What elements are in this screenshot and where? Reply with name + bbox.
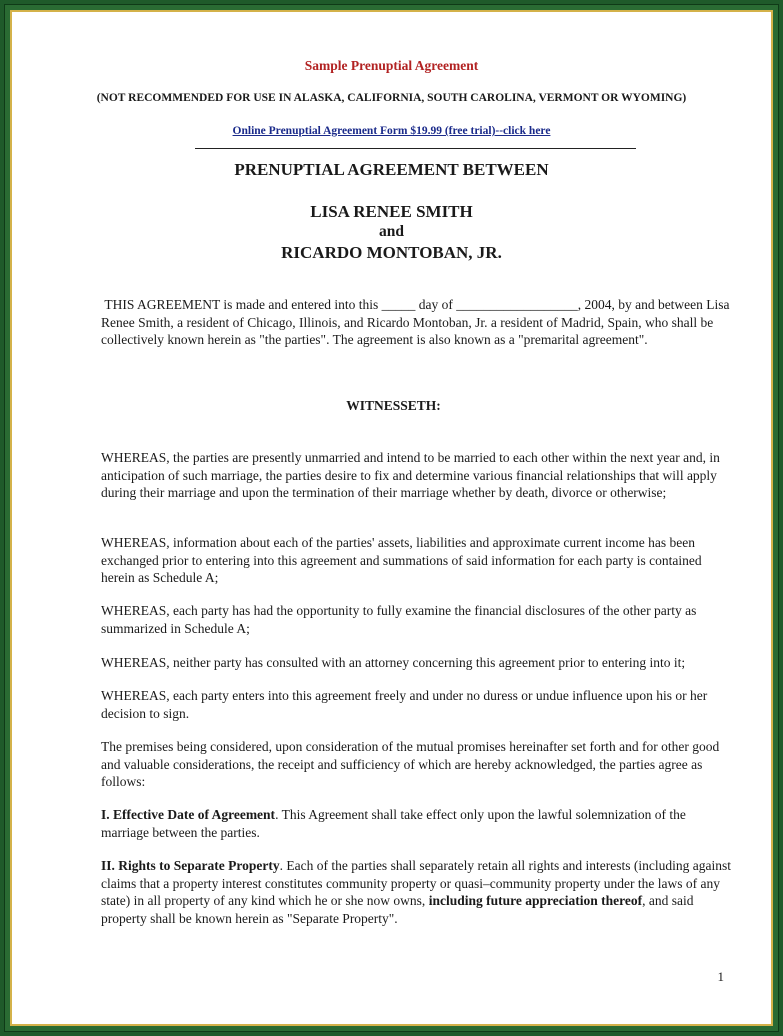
section-1-paragraph <box>101 806 731 841</box>
section-1-text: . This Agreement shall take effect only upon the lawful solemnization of the marriage between the parties. <box>101 807 686 840</box>
party-two-name: RICARDO MONTOBAN, JR. <box>281 243 502 262</box>
party-one-name: LISA RENEE SMITH <box>310 202 473 221</box>
section-2-paragraph <box>101 857 731 927</box>
section-2-bold-text: including future appreciation thereof <box>428 893 643 908</box>
whereas-paragraph-5: WHEREAS, each party enters into this agreement freely and under no duress or undue influence upon his or her decision to sign. <box>101 688 708 721</box>
and-connector: and <box>379 223 404 240</box>
witnesseth-heading: WITNESSETH: <box>346 398 441 413</box>
agreement-heading: PRENUPTIAL AGREEMENT BETWEEN <box>234 160 549 179</box>
horizontal-rule <box>195 148 636 149</box>
online-form-link[interactable]: Online Prenuptial Agreement Form $19.99 (free trial)--click here <box>232 125 551 137</box>
intro-paragraph: THIS AGREEMENT is made and entered into this _____ day of __________________, 2004, by and between Lisa Renee Smith, a resident of Chicago, Illinois, and Ricardo Montoban, Jr. a resident of Madrid, Spain, who shall be collectively known herein as "the parties". The agreement is also known as a "premarital agreement". <box>101 297 733 347</box>
whereas-paragraph-1: WHEREAS, the parties are presently unmarried and intend to be married to each other within the next year and, in anticipation of such marriage, the parties desire to fix and determine various financial relationships that will apply during their marriage and upon the termination of their marriage whether by death, divorce or otherwise; <box>101 450 720 500</box>
section-2-text-b: , and said property shall be known herein as "Separate Property". <box>101 893 694 926</box>
sample-title: Sample Prenuptial Agreement <box>304 58 479 73</box>
section-2-text-a: . Each of the parties shall separately retain all rights and interests (including against claims that a property interest constitutes community property or quasi–community property under the laws of any state) in all property of any kind which he or she now owns, <box>101 858 731 908</box>
section-2-heading: II. Rights to Separate Property <box>101 858 280 873</box>
whereas-paragraph-4: WHEREAS, neither party has consulted with an attorney concerning this agreement prior to entering into it; <box>101 655 686 670</box>
premises-paragraph: The premises being considered, upon consideration of the mutual promises hereinafter set forth and for other good and valuable considerations, the receipt and sufficiency of which are hereby acknowledged, the parties agree as follows: <box>101 739 720 789</box>
section-1-heading: I. Effective Date of Agreement <box>101 807 276 822</box>
not-recommended-notice: (NOT RECOMMENDED FOR USE IN ALASKA, CALIFORNIA, SOUTH CAROLINA, VERMONT OR WYOMING) <box>96 92 687 104</box>
page-number: 1 <box>717 969 724 984</box>
whereas-paragraph-2: WHEREAS, information about each of the parties' assets, liabilities and approximate current income has been exchanged prior to entering into this agreement and summations of said information for each party is contained herein as Schedule A; <box>101 535 702 585</box>
whereas-paragraph-3: WHEREAS, each party has had the opportunity to fully examine the financial disclosures of the other party as summarized in Schedule A; <box>101 603 697 636</box>
document-page <box>10 10 773 1026</box>
